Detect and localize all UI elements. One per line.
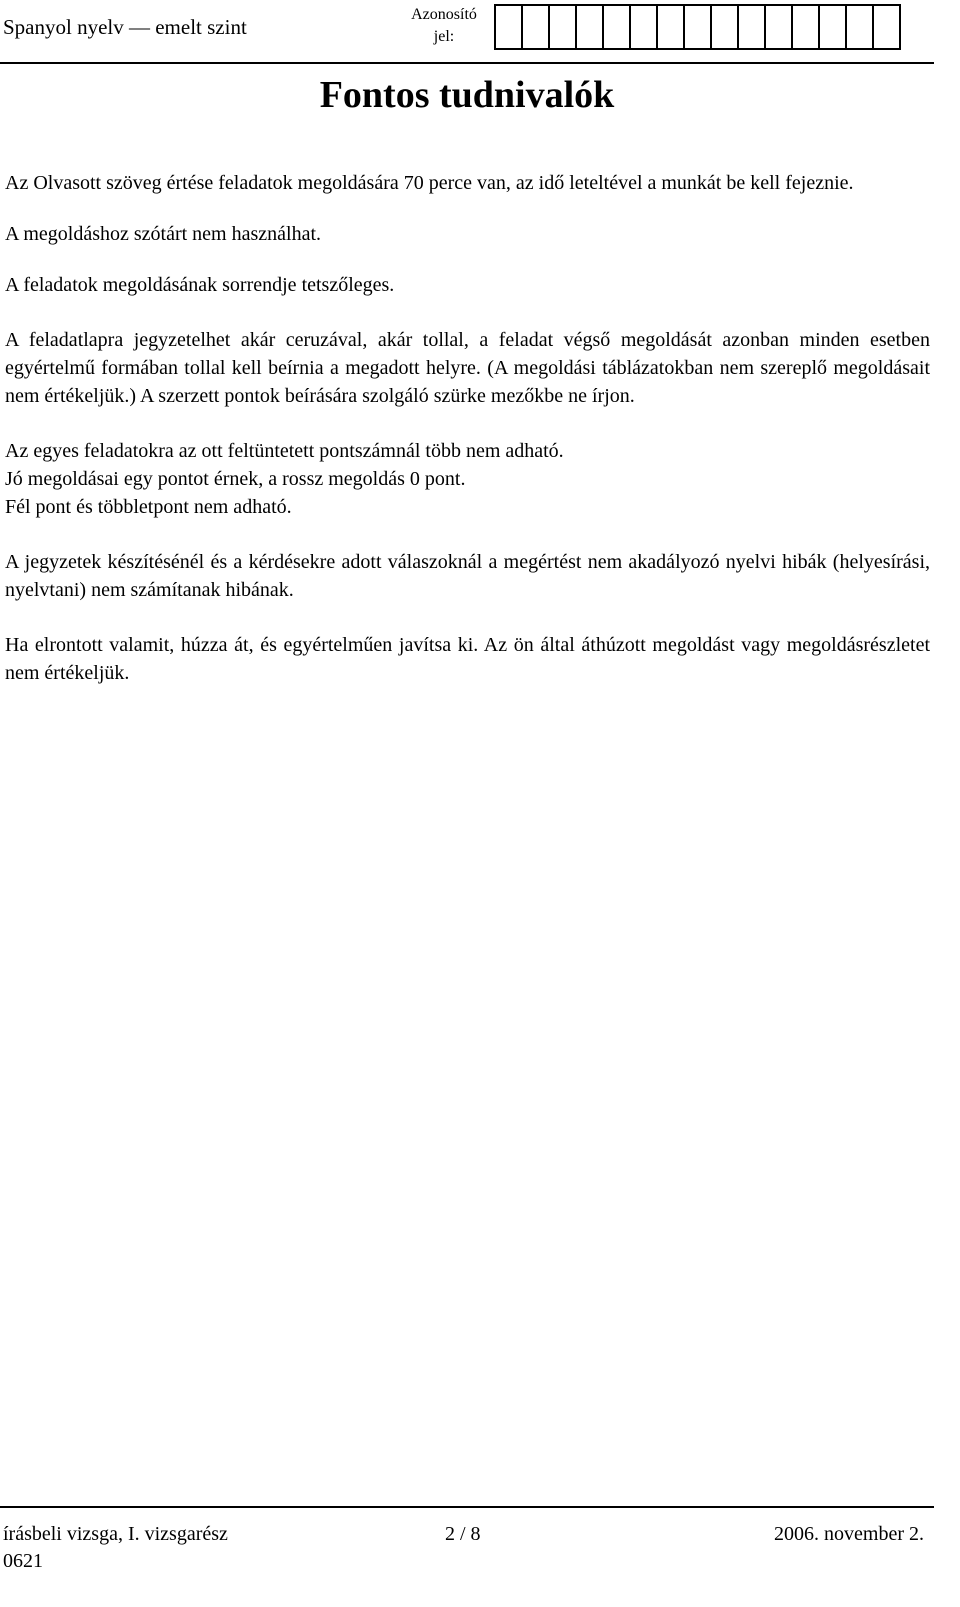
id-box[interactable] [629,4,658,50]
id-box[interactable] [845,4,874,50]
id-box[interactable] [575,4,604,50]
header-title: Spanyol nyelv — emelt szint [3,15,247,39]
page-footer [0,1506,934,1572]
instruction-corrections: Ha elrontott valamit, húzza át, és egyértelműen javítsa ki. Az ön által áthúzott megoldást vagy megoldásrészletet nem értékeljük. [5,634,930,684]
page-title: Fontos tudnivalók [319,74,615,116]
footer-exam-part: írásbeli vizsga, I. vizsgarész [3,1523,228,1545]
instruction-order: A feladatok megoldásának sorrendje tetszőleges. [5,274,395,296]
footer-date: 2006. november 2. [774,1523,924,1545]
id-box[interactable] [710,4,739,50]
instruction-points-half: Fél pont és többletpont nem adható. [5,496,292,518]
instruction-points-max: Az egyes feladatokra az ott feltüntetett pontszámnál több nem adható. [5,440,564,462]
instruction-notes: A feladatlapra jegyzetelhet akár ceruzával, akár tollal, a feladat végső megoldását azonban minden esetben egyértelmű formában tollal kell beírnia a megadott helyre. (A megoldási táblázatokban nem szereplő megoldásait nem értékeljük.) A szerzett pontok beírására szolgáló szürke mezőkbe ne írjon. [5,329,930,407]
id-box[interactable] [872,4,901,50]
instructions [5,169,930,687]
id-label [400,4,488,48]
instruction-dictionary: A megoldáshoz szótárt nem használhat. [5,223,322,245]
id-box[interactable] [548,4,577,50]
id-box[interactable] [494,4,523,50]
id-box[interactable] [602,4,631,50]
instruction-points-value: Jó megoldásai egy pontot érnek, a rossz megoldás 0 pont. [5,468,466,490]
instruction-language-errors: A jegyzetek készítésénél és a kérdésekre adott válaszoknál a megértést nem akadályozó nyelvi hibák (helyesírási, nyelvtani) nem számítanak hibának. [5,551,930,601]
id-label-line2: jel: [433,28,455,45]
footer-page-number: 2 / 8 [445,1523,481,1545]
id-box[interactable] [791,4,820,50]
id-box[interactable] [764,4,793,50]
id-box[interactable] [656,4,685,50]
page-header [0,0,934,64]
footer-code: 0621 [3,1550,43,1572]
id-box[interactable] [683,4,712,50]
id-label-line1: Azonosító [411,6,477,23]
id-box[interactable] [737,4,766,50]
id-box[interactable] [521,4,550,50]
id-boxes [494,4,901,50]
id-box[interactable] [818,4,847,50]
instruction-time: Az Olvasott szöveg értése feladatok megoldására 70 perce van, az idő leteltével a munkát be kell fejeznie. [5,172,854,194]
